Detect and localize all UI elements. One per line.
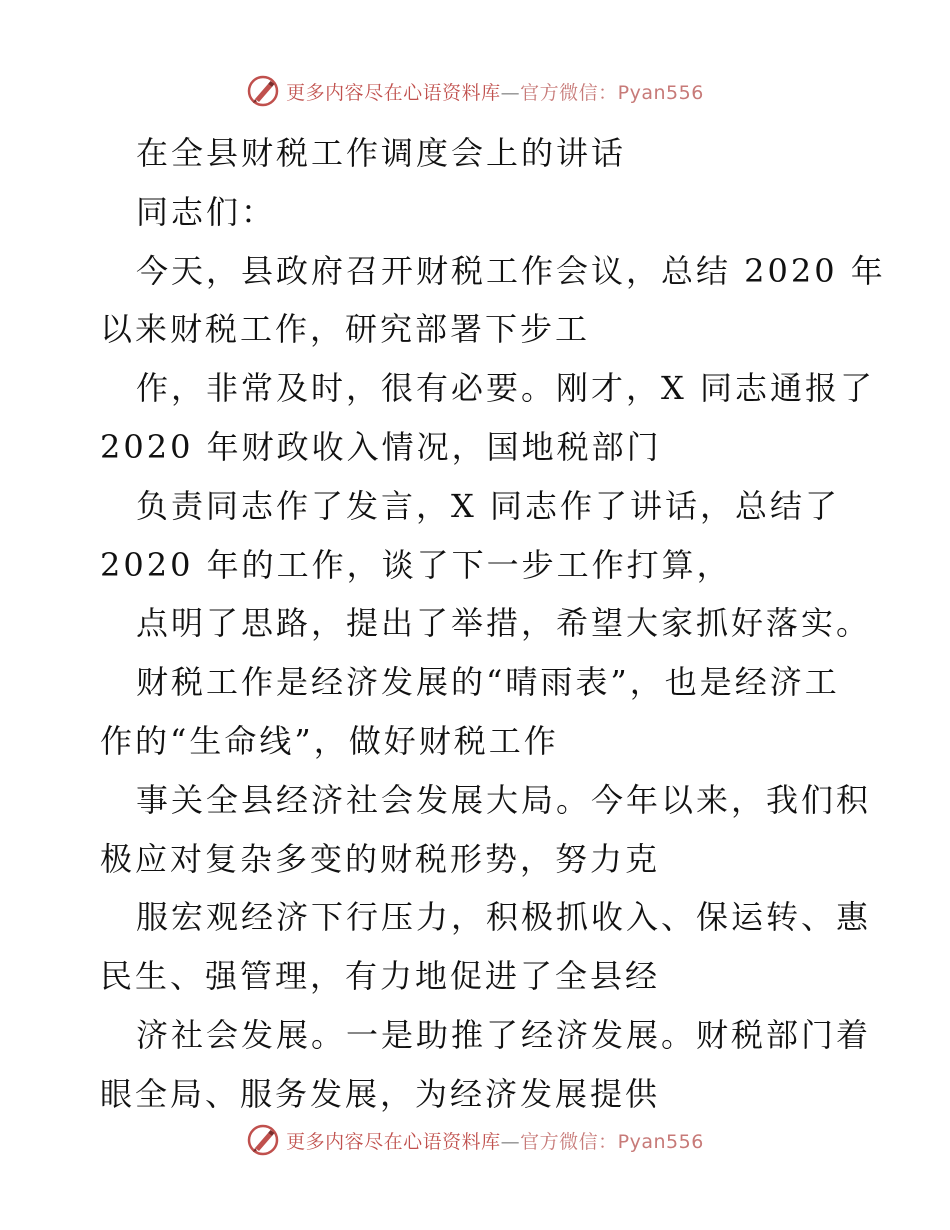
- paragraph-line: 济社会发展。一是助推了经济发展。财税部门着: [136, 1015, 872, 1054]
- watermark-separator: —: [500, 1130, 521, 1153]
- paragraph-line: 今天，县政府召开财税工作会议，总结 2020 年: [136, 251, 886, 290]
- paragraph-line: 在全县财税工作调度会上的讲话: [136, 134, 627, 172]
- header-watermark: [0, 71, 950, 111]
- paragraph-line: 事关全县经济社会发展大局。今年以来，我们积: [136, 780, 872, 819]
- paragraph-line: 点明了思路，提出了举措，希望大家抓好落实。: [136, 604, 872, 643]
- watermark-text: [286, 1127, 704, 1154]
- pen-logo-icon: [246, 1123, 280, 1157]
- watermark-contact: 官方微信：Pyan556: [520, 1130, 704, 1153]
- paragraph-line: 同志们：: [136, 192, 277, 231]
- pen-logo-icon: [246, 74, 280, 108]
- watermark-text: [286, 78, 704, 105]
- document-body: [100, 124, 886, 1124]
- paragraph-line: 作，非常及时，很有必要。刚才，X 同志通报了: [136, 369, 875, 408]
- paragraph-line: 极应对复杂多变的财税形势，努力克: [100, 839, 661, 878]
- watermark-separator: —: [500, 81, 521, 104]
- paragraph-line: 负责同志作了发言，X 同志作了讲话，总结了: [136, 486, 840, 525]
- paragraph-line: 财税工作是经济发展的“晴雨表”，也是经济工: [136, 663, 840, 702]
- paragraph-line: 以来财税工作，研究部署下步工: [100, 310, 591, 349]
- paragraph-line: 眼全局、服务发展，为经济发展提供: [100, 1074, 661, 1113]
- paragraph-line: 2020 年财政收入情况，国地税部门: [100, 427, 662, 466]
- watermark-main: 更多内容尽在心语资料库: [286, 1130, 501, 1153]
- watermark-main: 更多内容尽在心语资料库: [286, 81, 501, 104]
- paragraph-line: 服宏观经济下行压力，积极抓收入、保运转、惠: [136, 898, 872, 937]
- paragraph-line: 作的“生命线”，做好财税工作: [100, 721, 559, 760]
- footer-watermark: [0, 1120, 950, 1160]
- watermark-contact: 官方微信：Pyan556: [520, 81, 704, 104]
- paragraph-line: 民生、强管理，有力地促进了全县经: [100, 957, 661, 996]
- paragraph-line: 2020 年的工作，谈了下一步工作打算，: [100, 545, 732, 584]
